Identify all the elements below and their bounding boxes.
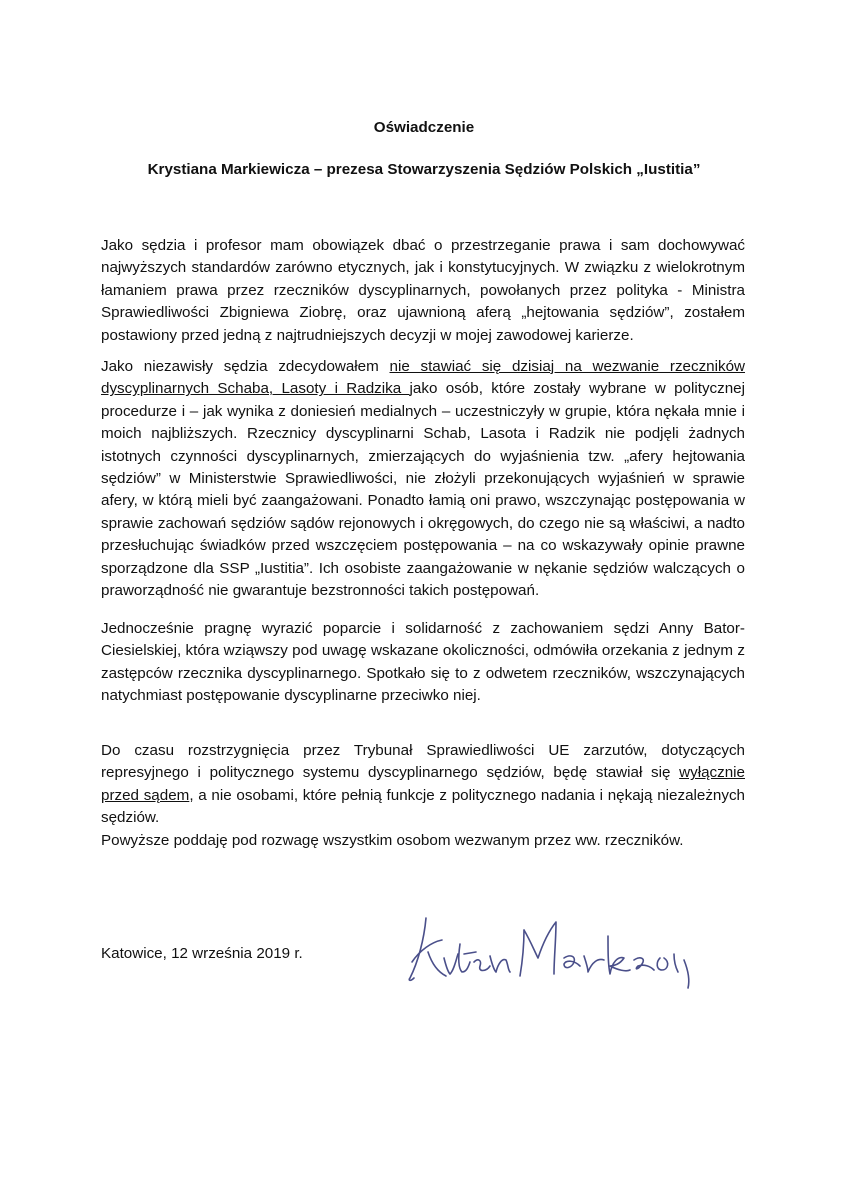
handwritten-signature bbox=[398, 900, 698, 990]
paragraph-4-lead: Do czasu rozstrzygnięcia przez Trybunał Sprawiedliwości UE zarzutów, dotyczących represyjnego i politycznego systemu dyscyplinarnego sędziów, będę stawiał się bbox=[101, 742, 745, 782]
paragraph-5 bbox=[101, 830, 745, 852]
place-date: Katowice, 12 września 2019 r. bbox=[101, 945, 303, 962]
paragraph-4-text bbox=[101, 740, 745, 830]
paragraph-1-text: Jako sędzia i profesor mam obowiązek dbać o przestrzeganie prawa i sam dochowywać najwyższych standardów zarówno etycznych, jak i konstytucyjnych. W związku z wielokrotnym łamaniem prawa przez rzeczników dyscyplinarnych, powołanych przez polityka - Ministra Sprawiedliwości Zbigniewa Ziobrę, oraz ujawnioną aferą „hejtowania sędziów”, zostałem postawiony przed jedną z najtrudniejszych decyzji w mojej zawodowej karierze. bbox=[101, 237, 745, 344]
paragraph-2-lead: Jako niezawisły sędzia zdecydowałem bbox=[101, 358, 390, 375]
paragraph-3 bbox=[101, 618, 745, 708]
document-subtitle: Krystiana Markiewicza – prezesa Stowarzyszenia Sędziów Polskich „Iustitia” bbox=[147, 161, 701, 178]
paragraph-4-underlined: wyłącznie przed sądem bbox=[101, 764, 745, 804]
paragraph-1 bbox=[101, 235, 745, 347]
paragraph-2-underlined: nie stawiać się dzisiaj na wezwanie rzeczników dyscyplinarnych Schaba, Lasoty i Radzika bbox=[101, 358, 745, 398]
paragraph-2-text bbox=[101, 356, 745, 602]
paragraph-3-text: Jednocześnie pragnę wyrazić poparcie i solidarność z zachowaniem sędzi Anny Bator-Ciesielskiej, która wziąwszy pod uwagę wskazane okoliczności, odmówiła orzekania z jednym z zastępców rzecznika dyscyplinarnego. Spotkało się to z odwetem rzeczników, wszczynających natychmiast postępowanie dyscyplinarne przeciwko niej. bbox=[101, 620, 745, 705]
paragraph-2-rest: jako osób, które zostały wybrane w politycznej procedurze i – jak wynika z doniesień medialnych – uczestniczyły w grupie, która nękała mnie i moich najbliższych. Rzecznicy dyscyplinarni Schab, Lasota i Radzik nie podjęli żadnych istotnych czynności dyscyplinarnych, zmierzających do wyjaśnienia tzw. „afery hejtowania sędziów” w Ministerstwie Sprawiedliwości, nie złożyli przekonujących wyjaśnień w sprawie afery, w którą mieli być zaangażowani. Ponadto łamią oni prawo, wszczynając postępowania w sprawie zachowań sędziów sądów rejonowych i okręgowych, do czego nie są właściwi, a nadto przesłuchując świadków przed wszczęciem postępowania – na co wskazywały opinie prawne sporządzone dla SSP „Iustitia”. Ich osobiste zaangażowanie w nękanie sędziów walczących o praworządność nie gwarantuje bezstronności takich postępowań. bbox=[101, 380, 745, 600]
paragraph-4-rest: , a nie osobami, które pełnią funkcje z politycznego nadania i nękają niezależnych sędziów. bbox=[101, 786, 746, 827]
paragraph-4 bbox=[101, 740, 745, 830]
paragraph-5-text: Powyższe poddaję pod rozwagę wszystkim osobom wezwanym przez ww. rzeczników. bbox=[101, 832, 684, 849]
document-title: Oświadczenie bbox=[373, 119, 475, 136]
paragraph-2 bbox=[101, 356, 745, 602]
